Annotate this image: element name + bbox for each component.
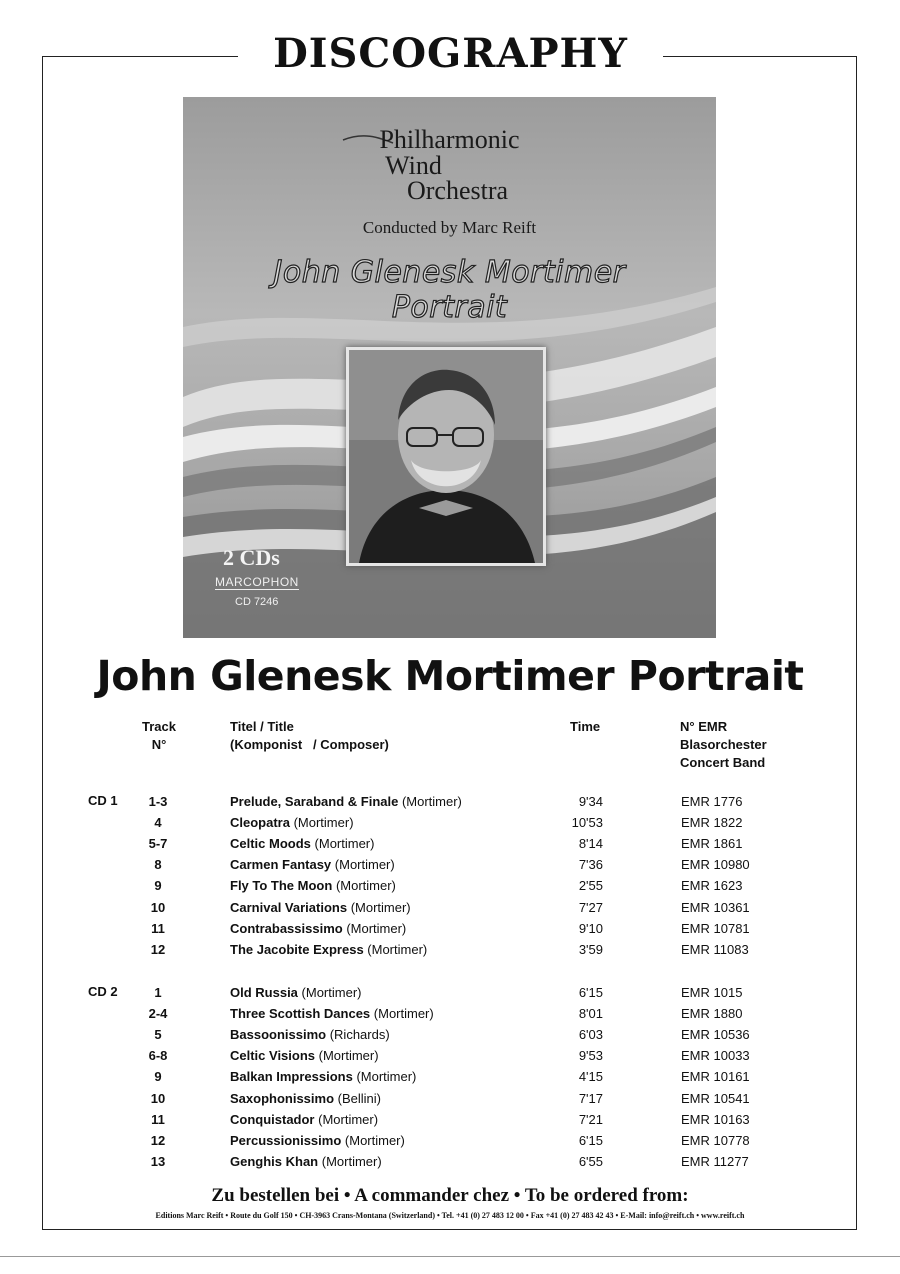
track-number: 11	[151, 1111, 165, 1127]
cover-orchestra-line1: Philharmonic	[379, 125, 520, 154]
publisher-address: Editions Marc Reift • Route du Golf 150 • CH-3963 Crans-Montana (Switzerland) • Tel. +41 (0) 27 483 12 00 • Fax +41 (0) 27 483 42 43 • E-Mail: info@reift.ch • www.reift.ch	[155, 1211, 745, 1220]
table-row	[0, 1088, 900, 1109]
track-title: Cleopatra (Mortimer)	[230, 815, 354, 831]
header-track: Track N°	[142, 719, 176, 752]
track-emr: EMR 11277	[681, 1153, 749, 1169]
track-time: 9'53	[578, 1048, 603, 1064]
track-composer: (Mortimer)	[321, 1153, 382, 1169]
track-composer: (Mortimer)	[401, 794, 462, 809]
track-time: 3'59	[578, 941, 603, 957]
cover-record-label: MARCOPHON	[215, 575, 299, 589]
track-emr: EMR 10541	[681, 1090, 750, 1106]
track-emr: EMR 10033	[681, 1048, 750, 1064]
table-row	[0, 1066, 900, 1087]
table-row	[0, 875, 900, 896]
track-number: 10	[150, 899, 166, 915]
cover-orchestra-line3: Orchestra	[406, 176, 509, 205]
track-title: Bassoonissimo (Richards)	[230, 1027, 390, 1043]
track-composer: (Mortimer)	[356, 1069, 417, 1085]
table-row	[0, 1045, 900, 1066]
track-composer: (Mortimer)	[346, 920, 407, 936]
track-time: 6'03	[578, 1027, 603, 1043]
table-row	[0, 982, 900, 1003]
track-title: Balkan Impressions (Mortimer)	[230, 1069, 417, 1085]
track-number: 12	[150, 1132, 166, 1148]
track-number: 1	[154, 985, 162, 1000]
track-title: Celtic Visions (Mortimer)	[230, 1048, 379, 1064]
track-number: 5-7	[148, 836, 168, 852]
track-number: 8	[154, 857, 162, 873]
track-number: 4	[154, 815, 162, 831]
track-title: Percussionissimo (Mortimer)	[230, 1132, 405, 1148]
track-number: 6-8	[148, 1048, 168, 1064]
track-title: Fly To The Moon (Mortimer)	[230, 878, 396, 894]
track-emr: EMR 1776	[681, 794, 743, 809]
track-title: Celtic Moods (Mortimer)	[230, 836, 375, 852]
track-composer: (Mortimer)	[350, 899, 411, 915]
track-number: 9	[154, 1069, 162, 1085]
track-composer: (Mortimer)	[335, 878, 396, 894]
cover-cd-count: 2 CDs	[223, 545, 280, 570]
track-title: Saxophonissimo (Bellini)	[230, 1090, 381, 1106]
track-number: 12	[150, 941, 166, 957]
table-row	[0, 833, 900, 854]
table-row	[0, 812, 900, 833]
track-time: 2'55	[578, 878, 603, 894]
cd1-label: CD 1	[88, 793, 118, 808]
track-emr: EMR 10781	[681, 920, 750, 936]
table-row	[0, 939, 900, 960]
page-heading: DISCOGRAPHY	[273, 30, 628, 77]
track-number: 11	[151, 920, 165, 936]
track-time: 8'14	[578, 836, 603, 852]
portrait-illustration	[349, 350, 543, 563]
track-title: Carmen Fantasy (Mortimer)	[230, 857, 395, 873]
track-number: 1-3	[148, 794, 168, 809]
track-emr: EMR 1880	[681, 1006, 743, 1022]
track-composer: (Mortimer)	[373, 1006, 434, 1022]
track-time: 10'53	[571, 815, 603, 831]
track-number: 10	[150, 1090, 166, 1106]
track-composer: (Mortimer)	[314, 836, 375, 852]
track-number: 2-4	[148, 1006, 168, 1022]
cover-title-line1: John Glenesk Mortimer	[273, 255, 626, 290]
track-emr: EMR 10361	[681, 899, 750, 915]
frame-top-rule-right	[663, 56, 857, 57]
track-emr: EMR 10778	[681, 1132, 750, 1148]
track-emr: EMR 1822	[681, 815, 743, 831]
track-title: Prelude, Saraband & Finale (Mortimer)	[230, 794, 462, 809]
table-row	[0, 1024, 900, 1045]
album-cover	[183, 97, 716, 638]
track-title: Old Russia (Mortimer)	[230, 985, 362, 1000]
track-emr: EMR 10980	[681, 857, 750, 873]
table-row	[0, 1151, 900, 1172]
track-time: 6'15	[578, 985, 603, 1000]
track-time: 9'34	[578, 794, 603, 809]
cover-catalog-number: CD 7246	[235, 596, 279, 608]
table-row	[0, 1130, 900, 1151]
track-composer: (Mortimer)	[334, 857, 395, 873]
track-title: The Jacobite Express (Mortimer)	[230, 941, 428, 957]
track-composer: (Mortimer)	[293, 815, 354, 831]
track-time: 8'01	[578, 1006, 603, 1022]
cd2-label: CD 2	[88, 984, 118, 999]
track-composer: (Mortimer)	[318, 1048, 379, 1064]
track-emr: EMR 11083	[681, 941, 749, 957]
track-number: 5	[154, 1027, 162, 1043]
track-title: Carnival Variations (Mortimer)	[230, 899, 411, 915]
track-emr: EMR 1861	[681, 836, 743, 852]
album-title: John Glenesk Mortimer Portrait	[96, 652, 804, 700]
track-time: 7'27	[578, 899, 603, 915]
frame-top-rule-left	[42, 56, 238, 57]
track-composer: (Mortimer)	[318, 1111, 379, 1127]
track-emr: EMR 10161	[681, 1069, 750, 1085]
header-emr: N° EMR Blasorchester Concert Band	[680, 719, 767, 770]
table-row	[0, 791, 900, 812]
track-time: 4'15	[578, 1069, 603, 1085]
track-emr: EMR 1015	[681, 985, 743, 1000]
table-row	[0, 1003, 900, 1024]
cover-conductor: Conducted by Marc Reift	[362, 218, 537, 237]
track-emr: EMR 10536	[681, 1027, 750, 1043]
track-composer: (Mortimer)	[367, 941, 428, 957]
track-time: 7'17	[578, 1090, 603, 1106]
cover-orchestra-line2: Wind	[385, 151, 442, 180]
track-title: Contrabassissimo (Mortimer)	[230, 920, 407, 936]
track-time: 9'10	[578, 920, 603, 936]
track-title: Genghis Khan (Mortimer)	[230, 1153, 382, 1169]
track-number: 13	[150, 1153, 166, 1169]
track-emr: EMR 1623	[681, 878, 743, 894]
table-row	[0, 1109, 900, 1130]
track-composer: (Mortimer)	[301, 985, 362, 1000]
composer-portrait-photo	[346, 347, 546, 566]
track-composer: (Bellini)	[337, 1090, 381, 1106]
track-composer: (Richards)	[329, 1027, 390, 1043]
cover-title-line2: Portrait	[391, 290, 508, 325]
track-title: Conquistador (Mortimer)	[230, 1111, 379, 1127]
track-emr: EMR 10163	[681, 1111, 750, 1127]
header-title: Titel / Title (Komponist / Composer)	[230, 719, 389, 752]
track-title: Three Scottish Dances (Mortimer)	[230, 1006, 434, 1022]
bottom-rule	[0, 1256, 900, 1257]
table-row	[0, 918, 900, 939]
track-time: 6'55	[578, 1153, 603, 1169]
track-time: 6'15	[578, 1132, 603, 1148]
header-time: Time	[570, 719, 601, 734]
track-number: 9	[154, 878, 162, 894]
track-composer: (Mortimer)	[344, 1132, 405, 1148]
table-row	[0, 854, 900, 875]
order-line: Zu bestellen bei • A commander chez • To be ordered from:	[211, 1185, 689, 1206]
table-row	[0, 897, 900, 918]
track-time: 7'21	[578, 1111, 603, 1127]
track-time: 7'36	[578, 857, 603, 873]
